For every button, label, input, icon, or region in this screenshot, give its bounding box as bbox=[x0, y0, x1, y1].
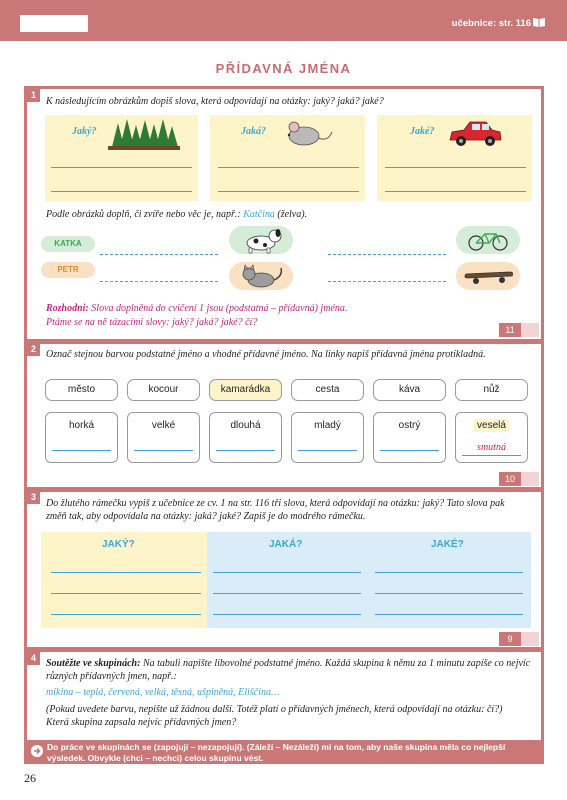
ex4-example: mikina – teplá, červená, velká, těsná, ušpiněná, Eliščina… bbox=[46, 687, 280, 698]
answer-box-jaka bbox=[210, 115, 365, 201]
score-badge bbox=[499, 323, 521, 337]
ex1-rozhodni-2: Ptáme se na ně tázacími slovy: jaký? jaká? jaké? čí? bbox=[46, 317, 258, 328]
question-label: Jaká? bbox=[241, 126, 266, 137]
answer-line[interactable] bbox=[375, 572, 523, 573]
name-tag-petr: PETR bbox=[41, 262, 95, 278]
answer-box-jaky bbox=[45, 115, 198, 201]
answer-box-jake bbox=[377, 115, 532, 201]
noun-pill[interactable]: kocour bbox=[127, 379, 200, 401]
answer-line[interactable] bbox=[375, 614, 523, 615]
ex1-example-word: Katčina bbox=[243, 209, 275, 220]
answer-line[interactable] bbox=[213, 614, 361, 615]
ex1-instruction: K následujícím obrázkům dopiš slova, která odpovídají na otázky: jaký? jaká? jaké? bbox=[46, 96, 384, 107]
bicycle-picture bbox=[456, 226, 520, 254]
score-tail bbox=[521, 472, 539, 486]
rozhodni-text: Slova doplněná do cvičení 1 jsou (podstatná – přídavná) jména. bbox=[88, 303, 348, 314]
score-value: 11 bbox=[505, 325, 515, 335]
answer-line[interactable] bbox=[328, 254, 446, 255]
answer-line[interactable] bbox=[51, 167, 192, 168]
answer-line[interactable] bbox=[213, 593, 361, 594]
answer-line[interactable] bbox=[100, 281, 218, 282]
footer-note-bar bbox=[27, 740, 541, 764]
answer-line[interactable] bbox=[134, 450, 193, 451]
example-answer: smutná bbox=[477, 442, 506, 453]
adjective-card[interactable] bbox=[127, 412, 200, 463]
adjective-word: dlouhá bbox=[230, 420, 261, 431]
ex4-note: (Pokud uvedete barvu, nepište už žádnou další. Totéž platí o přídavných jménech, která odpovídají na otázku: čí?) Která skupina zapsala nejvíc přídavných jmen? bbox=[46, 704, 503, 728]
yellow-frame bbox=[41, 532, 207, 628]
answer-line[interactable] bbox=[385, 167, 526, 168]
name-tag-katka: KATKA bbox=[41, 236, 95, 252]
adjective-card[interactable] bbox=[455, 412, 528, 463]
page-title: PŘÍDAVNÁ JMÉNA bbox=[215, 61, 352, 76]
noun-pill[interactable]: kamarádka bbox=[209, 379, 282, 401]
answer-line[interactable] bbox=[385, 191, 526, 192]
trees-illustration bbox=[108, 117, 180, 151]
header-white-box bbox=[20, 15, 88, 32]
rozhodni-label: Rozhodni: bbox=[46, 303, 89, 314]
noun-pill[interactable]: cesta bbox=[291, 379, 364, 401]
answer-line[interactable] bbox=[328, 281, 446, 282]
ex4-instruction-text: Na tabuli napište libovolné podstatné jméno. Každá skupina k němu za 1 minutu zapíše co nejvíc různých přídavných jmen, např.: bbox=[46, 658, 531, 682]
answer-line[interactable] bbox=[51, 614, 201, 615]
separator-2-3 bbox=[27, 487, 541, 492]
book-icon bbox=[533, 17, 545, 27]
adjective-word-wrap bbox=[456, 420, 527, 431]
adjective-word: mladý bbox=[314, 420, 341, 431]
answer-line[interactable] bbox=[380, 450, 439, 451]
score-value: 9 bbox=[507, 634, 513, 644]
exercise-number: 3 bbox=[27, 491, 40, 504]
separator-1-2 bbox=[27, 339, 541, 344]
answer-line[interactable] bbox=[298, 450, 357, 451]
cat-picture bbox=[229, 262, 293, 290]
dog-icon bbox=[229, 226, 293, 254]
noun-pill[interactable]: město bbox=[45, 379, 118, 401]
answer-line[interactable] bbox=[51, 572, 201, 573]
cat-icon bbox=[229, 262, 293, 290]
adjective-word: ostrý bbox=[398, 420, 421, 431]
adjective-card[interactable] bbox=[373, 412, 446, 463]
adjective-card[interactable] bbox=[209, 412, 282, 463]
top-bar bbox=[0, 0, 567, 41]
noun-pill[interactable]: nůž bbox=[455, 379, 528, 401]
textbook-reference: učebnice: str. 116 bbox=[451, 18, 531, 29]
separator-3-4 bbox=[27, 647, 541, 652]
score-tail bbox=[521, 323, 539, 337]
skateboard-icon bbox=[456, 262, 520, 290]
ex1-instruction-2-b: (želva). bbox=[274, 209, 308, 220]
exercise-number: 1 bbox=[27, 89, 40, 102]
score-value: 10 bbox=[504, 474, 515, 484]
ex1-rozhodni bbox=[46, 302, 536, 315]
ex1-instruction-2 bbox=[46, 208, 536, 221]
adjective-card[interactable] bbox=[45, 412, 118, 463]
skateboard-picture bbox=[456, 262, 520, 290]
blue-frame bbox=[207, 532, 531, 628]
ex3-instruction: Do žlutého rámečku vypiš z učebnice ze cv. 1 na str. 116 tři slova, která odpovídají na otázku: jaký? Tato slova pak změň tak, aby odpovídala na otázky: jaká? jaké? Zapiš je do modrého rámečku. bbox=[46, 498, 505, 522]
mouse-illustration bbox=[282, 118, 334, 148]
exercise-number: 2 bbox=[27, 343, 40, 356]
column-header: JAKÁ? bbox=[269, 539, 303, 550]
question-label: Jaký? bbox=[72, 126, 97, 137]
exercise-number: 4 bbox=[27, 652, 40, 665]
answer-line[interactable] bbox=[100, 254, 218, 255]
score-badge bbox=[499, 632, 521, 646]
column-header: JAKÝ? bbox=[102, 539, 135, 550]
adjective-word: horká bbox=[68, 420, 94, 431]
score-badge bbox=[499, 472, 521, 486]
noun-pill[interactable]: káva bbox=[373, 379, 446, 401]
answer-line[interactable] bbox=[51, 593, 201, 594]
adjective-card[interactable] bbox=[291, 412, 364, 463]
question-label: Jaké? bbox=[410, 126, 435, 137]
answer-line[interactable] bbox=[216, 450, 275, 451]
ex4-instruction-label: Soutěžte ve skupinách: bbox=[46, 658, 141, 669]
bicycle-icon bbox=[456, 226, 520, 254]
answer-line[interactable] bbox=[375, 593, 523, 594]
answer-line[interactable] bbox=[52, 450, 111, 451]
answer-line[interactable] bbox=[218, 191, 359, 192]
arrow-icon bbox=[31, 745, 43, 757]
adjective-word: velké bbox=[151, 420, 176, 431]
footer-note: Do práce ve skupinách se (zapojují – nezapojují). (Záleží – Nezáleží) mi na tom, aby naše skupina měla co nejlepší výsledek. Obvykle (chci – nechci) celou skupinu vést. bbox=[47, 742, 506, 763]
answer-line[interactable] bbox=[213, 572, 361, 573]
car-illustration bbox=[447, 118, 503, 150]
column-header: JAKÉ? bbox=[431, 539, 464, 550]
page-number: 26 bbox=[24, 771, 36, 785]
ex2-instruction: Označ stejnou barvou podstatné jméno a vhodné přídavné jméno. Na linky napiš přídavná jména protikladná. bbox=[46, 349, 486, 360]
score-tail bbox=[521, 632, 539, 646]
ex1-instruction-2-a: Podle obrázků doplň, či zvíře nebo věc je, např.: bbox=[46, 209, 244, 220]
adjective-word: veselá bbox=[474, 419, 509, 432]
answer-line[interactable] bbox=[462, 455, 521, 456]
answer-line[interactable] bbox=[51, 191, 192, 192]
ex4-instruction bbox=[46, 657, 531, 683]
dog-picture bbox=[229, 226, 293, 254]
answer-line[interactable] bbox=[218, 167, 359, 168]
